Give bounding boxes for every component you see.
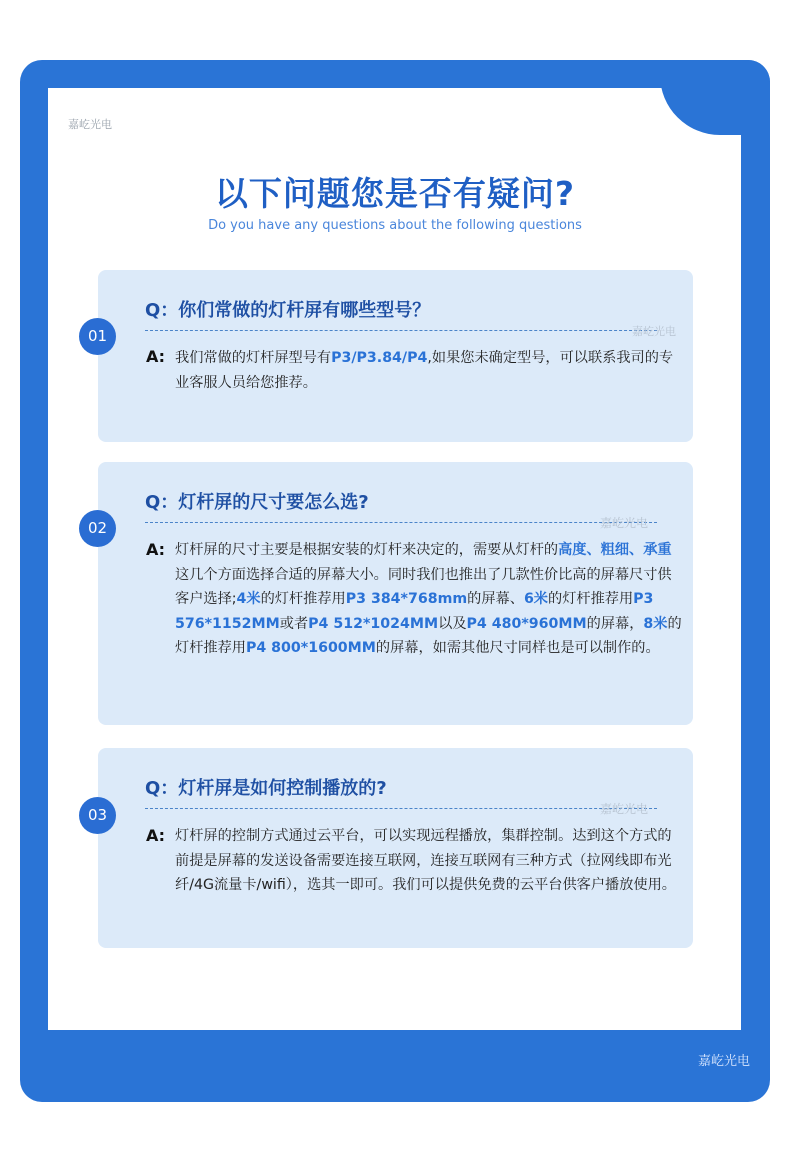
highlight-text: P4 480*960MM <box>466 615 587 632</box>
faq-answer-label-3: A: <box>146 826 166 845</box>
faq-answer-2 <box>175 538 685 661</box>
brand-watermark-top: 嘉屹光电 <box>68 118 112 131</box>
faq-watermark-3: 嘉屹光电 <box>600 802 649 816</box>
highlight-text: P3 576*1152MM <box>175 591 654 632</box>
faq-question-3: Q：灯杆屏是如何控制播放的? <box>145 778 387 799</box>
page-subtitle: Do you have any questions about the following questions <box>208 218 582 233</box>
answer-text: 以及 <box>438 615 467 632</box>
page-title: 以下问题您是否有疑问? <box>214 174 576 213</box>
faq-watermark-1: 嘉屹光电 <box>632 325 676 338</box>
brand-watermark-bottom: 嘉屹光电 <box>697 1054 750 1069</box>
highlight-text: P4 512*1024MM <box>308 615 439 632</box>
highlight-text: 8米 <box>643 615 668 632</box>
highlight-text: P3/P3.84/P4 <box>331 350 428 366</box>
faq-answer-label-2: A: <box>146 540 166 559</box>
answer-text: 的灯杆推荐用 <box>175 615 682 656</box>
answer-text: ,如果您未确定型号，可以联系我司的专业客服人员给您推荐。 <box>175 350 674 391</box>
faq-answer-label-1: A: <box>146 347 166 366</box>
faq-question-2: Q：灯杆屏的尺寸要怎么选? <box>145 492 369 513</box>
highlight-text: 高度、粗细、承重 <box>558 542 672 558</box>
faq-divider-2 <box>145 522 657 523</box>
answer-text: 这几个方面选择合适的屏幕大小。同时我们也推出了几款性价比高的屏幕尺寸供客户选择; <box>175 566 672 607</box>
faq-divider-1 <box>145 330 657 331</box>
answer-text: 的屏幕，如需其他尺寸同样也是可以制作的。 <box>375 640 660 656</box>
highlight-text: 6米 <box>523 591 548 607</box>
answer-text: 灯杆屏的控制方式通过云平台，可以实现远程播放，集群控制。达到这个方式的前提是屏幕的发送设备需要连接互联网，连接互联网有三种方式（拉网线即布光纤/4G流量卡/wifi），选其一即可。我们可以提供免费的云平台供客户播放使用。 <box>175 828 676 893</box>
faq-question-1: Q：你们常做的灯杆屏有哪些型号？ <box>145 300 431 321</box>
faq-answer-1 <box>175 346 685 395</box>
answer-text: 或者 <box>279 615 309 632</box>
answer-text: 我们常做的灯杆屏型号有 <box>175 350 332 366</box>
answer-text: 的屏幕， <box>586 615 644 632</box>
highlight-text: P3 384*768mm <box>345 591 468 607</box>
answer-text: 灯杆屏的尺寸主要是根据安装的灯杆来决定的，需要从灯杆的 <box>175 542 559 558</box>
answer-text: 的灯杆推荐用 <box>260 591 346 607</box>
faq-watermark-2: 嘉屹光电 <box>600 516 649 530</box>
faq-divider-3 <box>145 808 657 809</box>
faq-number-2: 02 <box>79 510 116 547</box>
answer-text: 的屏幕、 <box>467 591 524 607</box>
answer-text: 的灯杆推荐用 <box>548 591 634 607</box>
highlight-text: P4 800*1600MM <box>245 640 376 656</box>
highlight-text: 4米 <box>236 591 261 607</box>
faq-number-3: 03 <box>79 797 116 834</box>
faq-number-1: 01 <box>79 318 116 355</box>
faq-answer-3 <box>175 824 685 898</box>
